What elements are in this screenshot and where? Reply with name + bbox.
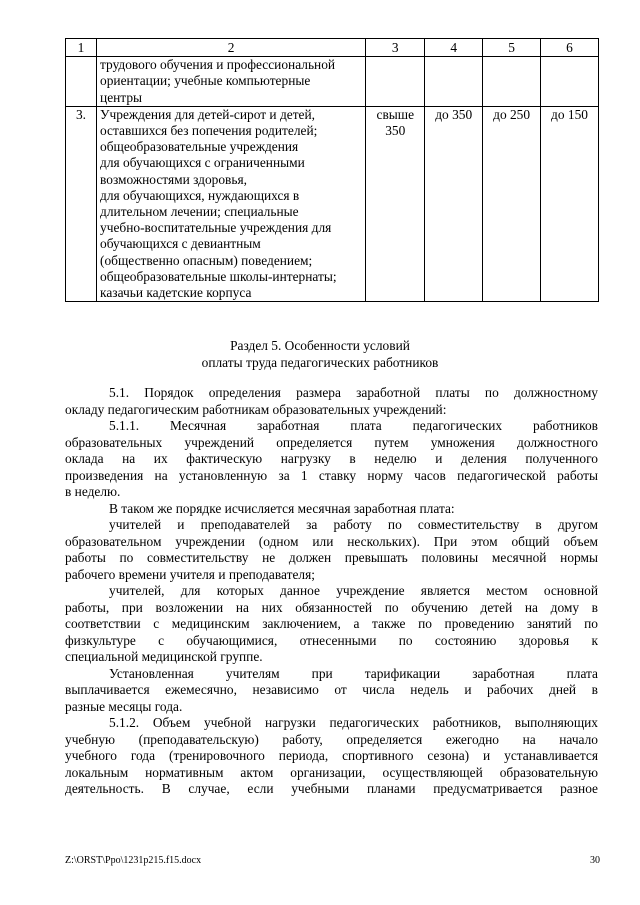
header-cell-4: 4 (425, 39, 483, 57)
paragraph-line: локальным нормативным актом организации, осуществляющей образовательную (65, 764, 598, 780)
paragraph-line: учебного года (тренировочного периода, спортивного сезона) и устанавливается (65, 748, 598, 763)
paragraph-line: деятельность. В случае, если учебными планами предусматривается разное (65, 781, 598, 796)
cell-text-line: длительном лечении; специальные (100, 204, 299, 220)
paragraph-line: 5.1.1. Месячная заработная плата педагогических работников (109, 418, 598, 433)
cell-text-line: казачьи кадетские корпуса (100, 285, 252, 301)
cell-text-line: центры (100, 89, 143, 105)
footer-file-path: Z:\ORST\Ppo\1231p215.f15.docx (65, 855, 202, 866)
cell-text-line: (общественно опасным) поведением; (100, 252, 313, 268)
payment-groups-table (65, 38, 599, 302)
paragraph-line: учителей, для которых данное учреждение является местом основной (109, 583, 598, 598)
row-description-cell (97, 57, 366, 107)
table-row-continued (66, 57, 599, 107)
cell-text-line: для обучающихся, нуждающихся в (100, 187, 300, 203)
cell-text-line: свыше (376, 106, 415, 122)
paragraph-line: специальной медицинской группе. (65, 649, 263, 664)
body-text (65, 385, 598, 798)
section-title-line: Раздел 5. Особенности условий (230, 338, 410, 353)
row-value-cell (541, 57, 599, 107)
value-cell-over-350 (366, 106, 425, 301)
paragraph-line: выплачивается ежемесячно, независимо от числа недель и рабочих дней в (65, 682, 598, 697)
paragraph-line: физкультуре с обучающимися, отнесенными по состоянию здоровья к (65, 632, 598, 648)
paragraph-line: рабочего времени учителя и преподавателя; (65, 566, 315, 582)
row-value-cell (425, 57, 483, 107)
footer-page-number: 30 (590, 855, 600, 866)
row-value-cell (483, 57, 541, 107)
paragraph-line: образовательном учреждении (одном или нескольких). При этом общий объем (65, 533, 598, 549)
cell-text-line: оставшихся без попечения родителей; (100, 123, 318, 139)
paragraph-line: разные месяцы года. (65, 698, 183, 714)
paragraph-line: учителей и преподавателей за работу по совместительству в другом (109, 517, 598, 532)
row-number-cell: 3. (66, 106, 97, 301)
paragraph-line: в неделю. (65, 484, 121, 499)
cell-text-line: общеобразовательные учреждения (100, 139, 299, 155)
section-title-line: оплаты труда педагогических работников (201, 355, 439, 370)
value-cell-up-to-250: до 250 (483, 106, 541, 301)
cell-text-line: 350 (385, 123, 406, 139)
paragraph-line: окладу педагогическим работникам образовательных учреждений: (65, 401, 447, 417)
cell-text-line: учебно-воспитательные учреждения для (100, 220, 332, 236)
cell-text-line: ориентации; учебные компьютерные (100, 73, 311, 89)
paragraph-line: 5.1.2. Объем учебной нагрузки педагогических работников, выполняющих (109, 715, 598, 730)
row-number-cell (66, 57, 97, 107)
value-cell-up-to-350: до 350 (425, 106, 483, 301)
header-cell-3: 3 (366, 39, 425, 57)
header-cell-6: 6 (541, 39, 599, 57)
section-heading (0, 337, 640, 371)
paragraph-line: работы, при возложении на них обязанностей по обучению детей на дому в (65, 599, 598, 615)
table-header-row (66, 39, 599, 57)
paragraph-line: работы по совместительству не должен превышать половины месячной нормы (65, 550, 598, 565)
row-description-cell (97, 106, 366, 301)
table-row-3 (66, 106, 599, 301)
cell-text-line: для обучающихся с ограниченными (100, 155, 305, 171)
header-cell-5: 5 (483, 39, 541, 57)
paragraph-line: Установленная учителям при тарификации заработная плата (109, 665, 598, 681)
paragraph-line: образовательных учреждений определяется путем умножения должностного (65, 434, 598, 450)
header-cell-1: 1 (66, 39, 97, 57)
cell-text-line: трудового обучения и профессиональной (100, 57, 336, 73)
paragraph-line: учебную (преподавательскую) работу, определяется ежегодно на начало (65, 731, 598, 747)
row-value-cell (366, 57, 425, 107)
header-cell-2: 2 (97, 39, 366, 57)
paragraph-line: В таком же порядке исчисляется месячная заработная плата: (109, 500, 455, 516)
cell-text-line: Учреждения для детей-сирот и детей, (100, 106, 316, 122)
paragraph-line: 5.1. Порядок определения размера заработной платы по должностному (109, 385, 598, 400)
paragraph-line: оклада на их фактическую нагрузку в неделю и деления полученного (65, 451, 598, 466)
value-cell-up-to-150: до 150 (541, 106, 599, 301)
cell-text-line: возможностями здоровья, (100, 171, 247, 187)
paragraph-line: соответствии с медицинским заключением, а также по проведению занятий по (65, 616, 598, 631)
paragraph-line: произведения на установленную за 1 ставку норму часов педагогической работы (65, 467, 598, 483)
cell-text-line: обучающихся с девиантным (100, 236, 261, 252)
cell-text-line: общеобразовательные школы-интернаты; (100, 268, 337, 284)
